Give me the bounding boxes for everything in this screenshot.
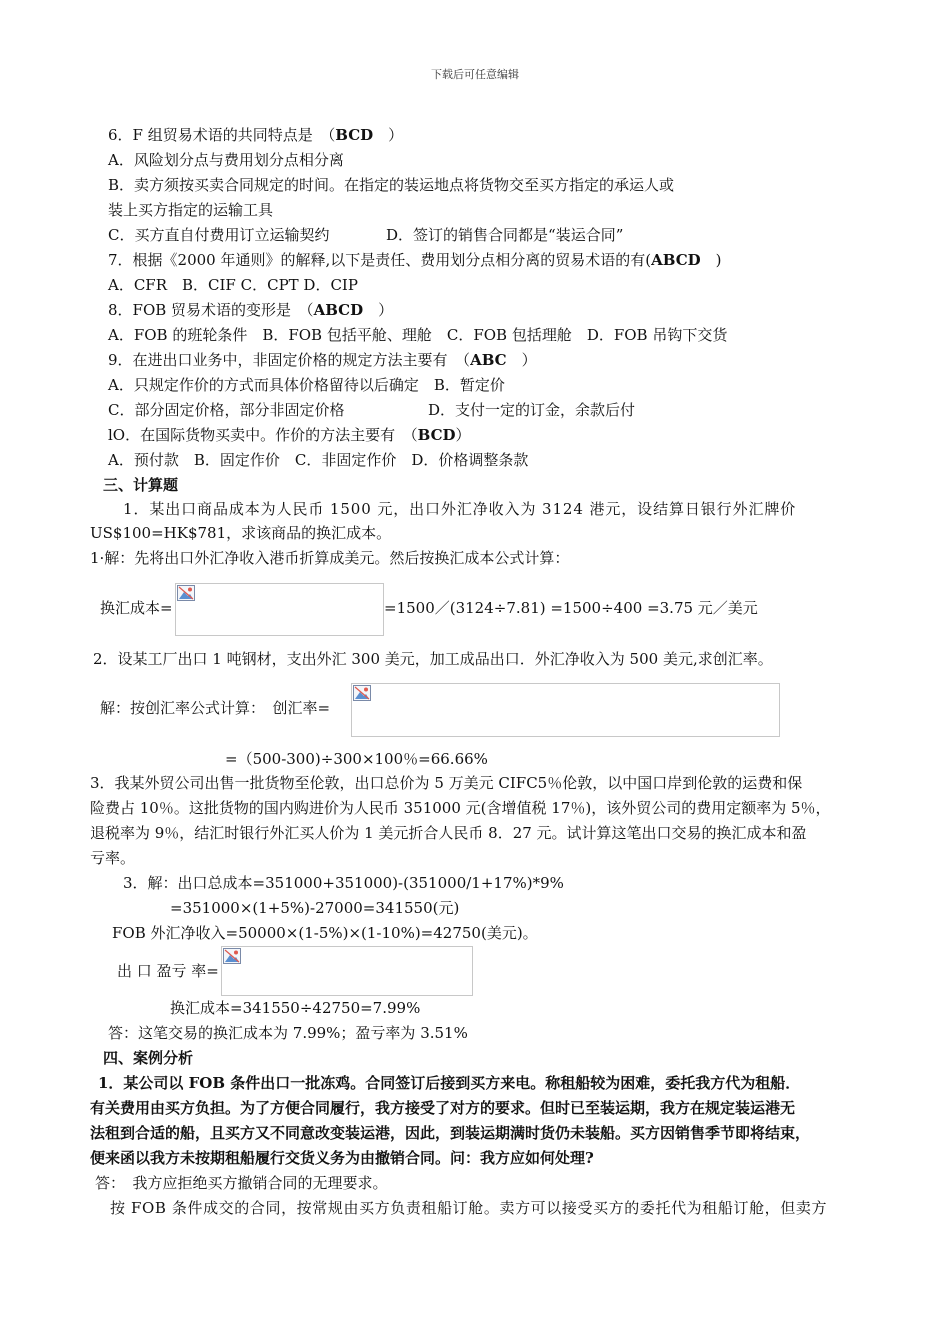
question-6-option-b-line1: B．卖方须按买卖合同规定的时间。在指定的装运地点将货物交至买方指定的承运人或 (108, 176, 675, 194)
question-6-stem: 6．F 组贸易术语的共同特点是 （BCD ） (108, 126, 404, 144)
formula-1-image-placeholder (175, 583, 384, 636)
question-6-option-d: D．签订的销售合同都是“装运合同” (386, 226, 624, 244)
problem-1-solution: 1·解：先将出口外汇净收入港币折算成美元。然后按换汇成本公式计算： (90, 549, 570, 567)
question-8-text: 8．FOB 贸易术语的变形是 (108, 301, 292, 319)
question-7-options: A．CFR B．CIF C．CPT D．CIP (108, 276, 358, 294)
broken-image-icon (223, 948, 241, 964)
question-6-option-c: C．买方直自付费用订立运输契约 (108, 226, 330, 244)
solution-3-line-4: 换汇成本=341550÷42750=7.99% (170, 999, 421, 1017)
question-9-option-d: D．支付一定的订金，余款后付 (428, 401, 636, 419)
formula-2-label: 解：按创汇率公式计算： 创汇率= (100, 699, 331, 717)
question-7-text: 7．根据《2000 年通则》的解释,以下是责任、费用划分点相分离的贸易术语的有 (108, 251, 646, 269)
page-header: 下载后可任意编辑 (431, 68, 519, 81)
question-10-answer: BCD (417, 426, 456, 444)
solution-3-line-2: =351000×(1+5%)-27000=341550(元) (170, 899, 460, 917)
problem-3-line-1: 3．我某外贸公司出售一批货物至伦敦，出口总价为 5 万美元 CIFC5％伦敦，以中国口岸到伦敦的运费和保 (90, 774, 803, 792)
problem-2: 2．设某工厂出口 1 吨钢材，支出外汇 300 美元，加工成品出口．外汇净收入为 500 美元,求创汇率。 (93, 650, 773, 668)
question-7-stem: 7．根据《2000 年通则》的解释,以下是责任、费用划分点相分离的贸易术语的有(ABCD ) (108, 251, 722, 269)
solution-3-answer: 答：这笔交易的换汇成本为 7.99%；盈亏率为 3.51% (108, 1024, 468, 1042)
solution-3-line-3: FOB 外汇净收入=50000×(1-5%)×(1-10%)=42750(美元)。 (112, 924, 538, 942)
case-1-line-2: 有关费用由买方负担。为了方便合同履行，我方接受了对方的要求。但时已至装运期，我方在规定装运港无 (90, 1099, 796, 1117)
problem-3-line-3: 退税率为 9％，结汇时银行外汇买人价为 1 美元折合人民币 8．27 元。试计算这笔出口交易的换汇成本和盈 (90, 824, 807, 842)
section-3-title: 三、计算题 (103, 476, 179, 494)
question-10-text: lO．在国际货物买卖中。作价的方法主要有 (108, 426, 396, 444)
question-9-option-c: C．部分固定价格，部分非固定价格 (108, 401, 345, 419)
formula-3-label: 出 口 盈亏 率= (117, 962, 219, 980)
problem-1-line-1-text: 1．某出口商品成本为人民币 1500 元，出口外汇净收入为 3124 港元，设结算日银行外汇牌价 (123, 500, 797, 518)
formula-1-result: =1500／(3124÷7.81) =1500÷400 =3.75 元／美元 (384, 599, 758, 617)
question-10-options: A．预付款 B．固定作价 C．非固定作价 D．价格调整条款 (108, 451, 529, 469)
broken-image-icon (353, 685, 371, 701)
formula-3-image-placeholder (221, 946, 473, 996)
section-4-title: 四、案例分析 (103, 1049, 194, 1067)
question-7-answer: ABCD (651, 251, 701, 269)
problem-1-line-1 (123, 498, 881, 520)
formula-2-image-placeholder (351, 683, 780, 737)
formula-2-result: =（500-300)÷300×100％=66.66% (225, 750, 488, 768)
question-8-stem: 8．FOB 贸易术语的变形是 （ABCD ） (108, 301, 394, 319)
broken-image-icon (177, 585, 195, 601)
question-9-options-ab: A．只规定作价的方式而具体价格留待以后确定 B．暂定价 (108, 376, 505, 394)
case-1-line-3: 法租到合适的船，且买方又不同意改变装运港，因此，到装运期满时货仍未装船。买方因销售季节即将结束， (90, 1124, 811, 1142)
case-1-line-4: 便来函以我方未按期租船履行交货义务为由撤销合同。问：我方应如何处理? (90, 1149, 594, 1167)
question-6-text: 6．F 组贸易术语的共同特点是 (108, 126, 313, 144)
case-1-line-1: 1．某公司以 FOB 条件出口一批冻鸡。合同签订后接到买方来电。称租船较为困难，委托我方代为租船． (98, 1074, 801, 1092)
question-9-stem: 9．在进出口业务中，非固定价格的规定方法主要有 （ABC ） (108, 351, 537, 369)
case-1-answer-line-2 (110, 1197, 880, 1219)
question-9-answer: ABC (470, 351, 507, 369)
case-1-answer-line-2-text: 按 FOB 条件成交的合同，按常规由买方负责租船订舱。卖方可以接受买方的委托代为租船订舱，但卖方 (110, 1199, 828, 1217)
question-8-answer: ABCD (313, 301, 364, 319)
case-1-answer-line-1: 答： 我方应拒绝买方撤销合同的无理要求。 (95, 1174, 388, 1192)
problem-3-line-4: 亏率。 (90, 849, 136, 867)
question-10-stem: lO．在国际货物买卖中。作价的方法主要有 （BCD） (108, 426, 471, 444)
problem-3-line-2: 险费占 10％。这批货物的国内购进价为人民币 351000 元(含增值税 17％)，该外贸公司的费用定额率为 5％， (90, 799, 831, 817)
question-9-text: 9．在进出口业务中，非固定价格的规定方法主要有 (108, 351, 448, 369)
question-8-options: A．FOB 的班轮条件 B．FOB 包括平舱、理舱 C．FOB 包括理舱 D．FOB 吊钩下交货 (108, 326, 728, 344)
question-6-answer: BCD (335, 126, 374, 144)
problem-1-line-2: US$100=HK$781，求该商品的换汇成本。 (90, 524, 392, 542)
question-6-option-a: A．风险划分点与费用划分点相分离 (108, 151, 344, 169)
formula-1-label: 换汇成本= (100, 599, 173, 617)
solution-3-line-1: 3．解：出口总成本=351000+351000)-(351000/1+17%)*9% (123, 874, 564, 892)
question-6-option-b-line2: 装上买方指定的运输工具 (108, 201, 274, 219)
